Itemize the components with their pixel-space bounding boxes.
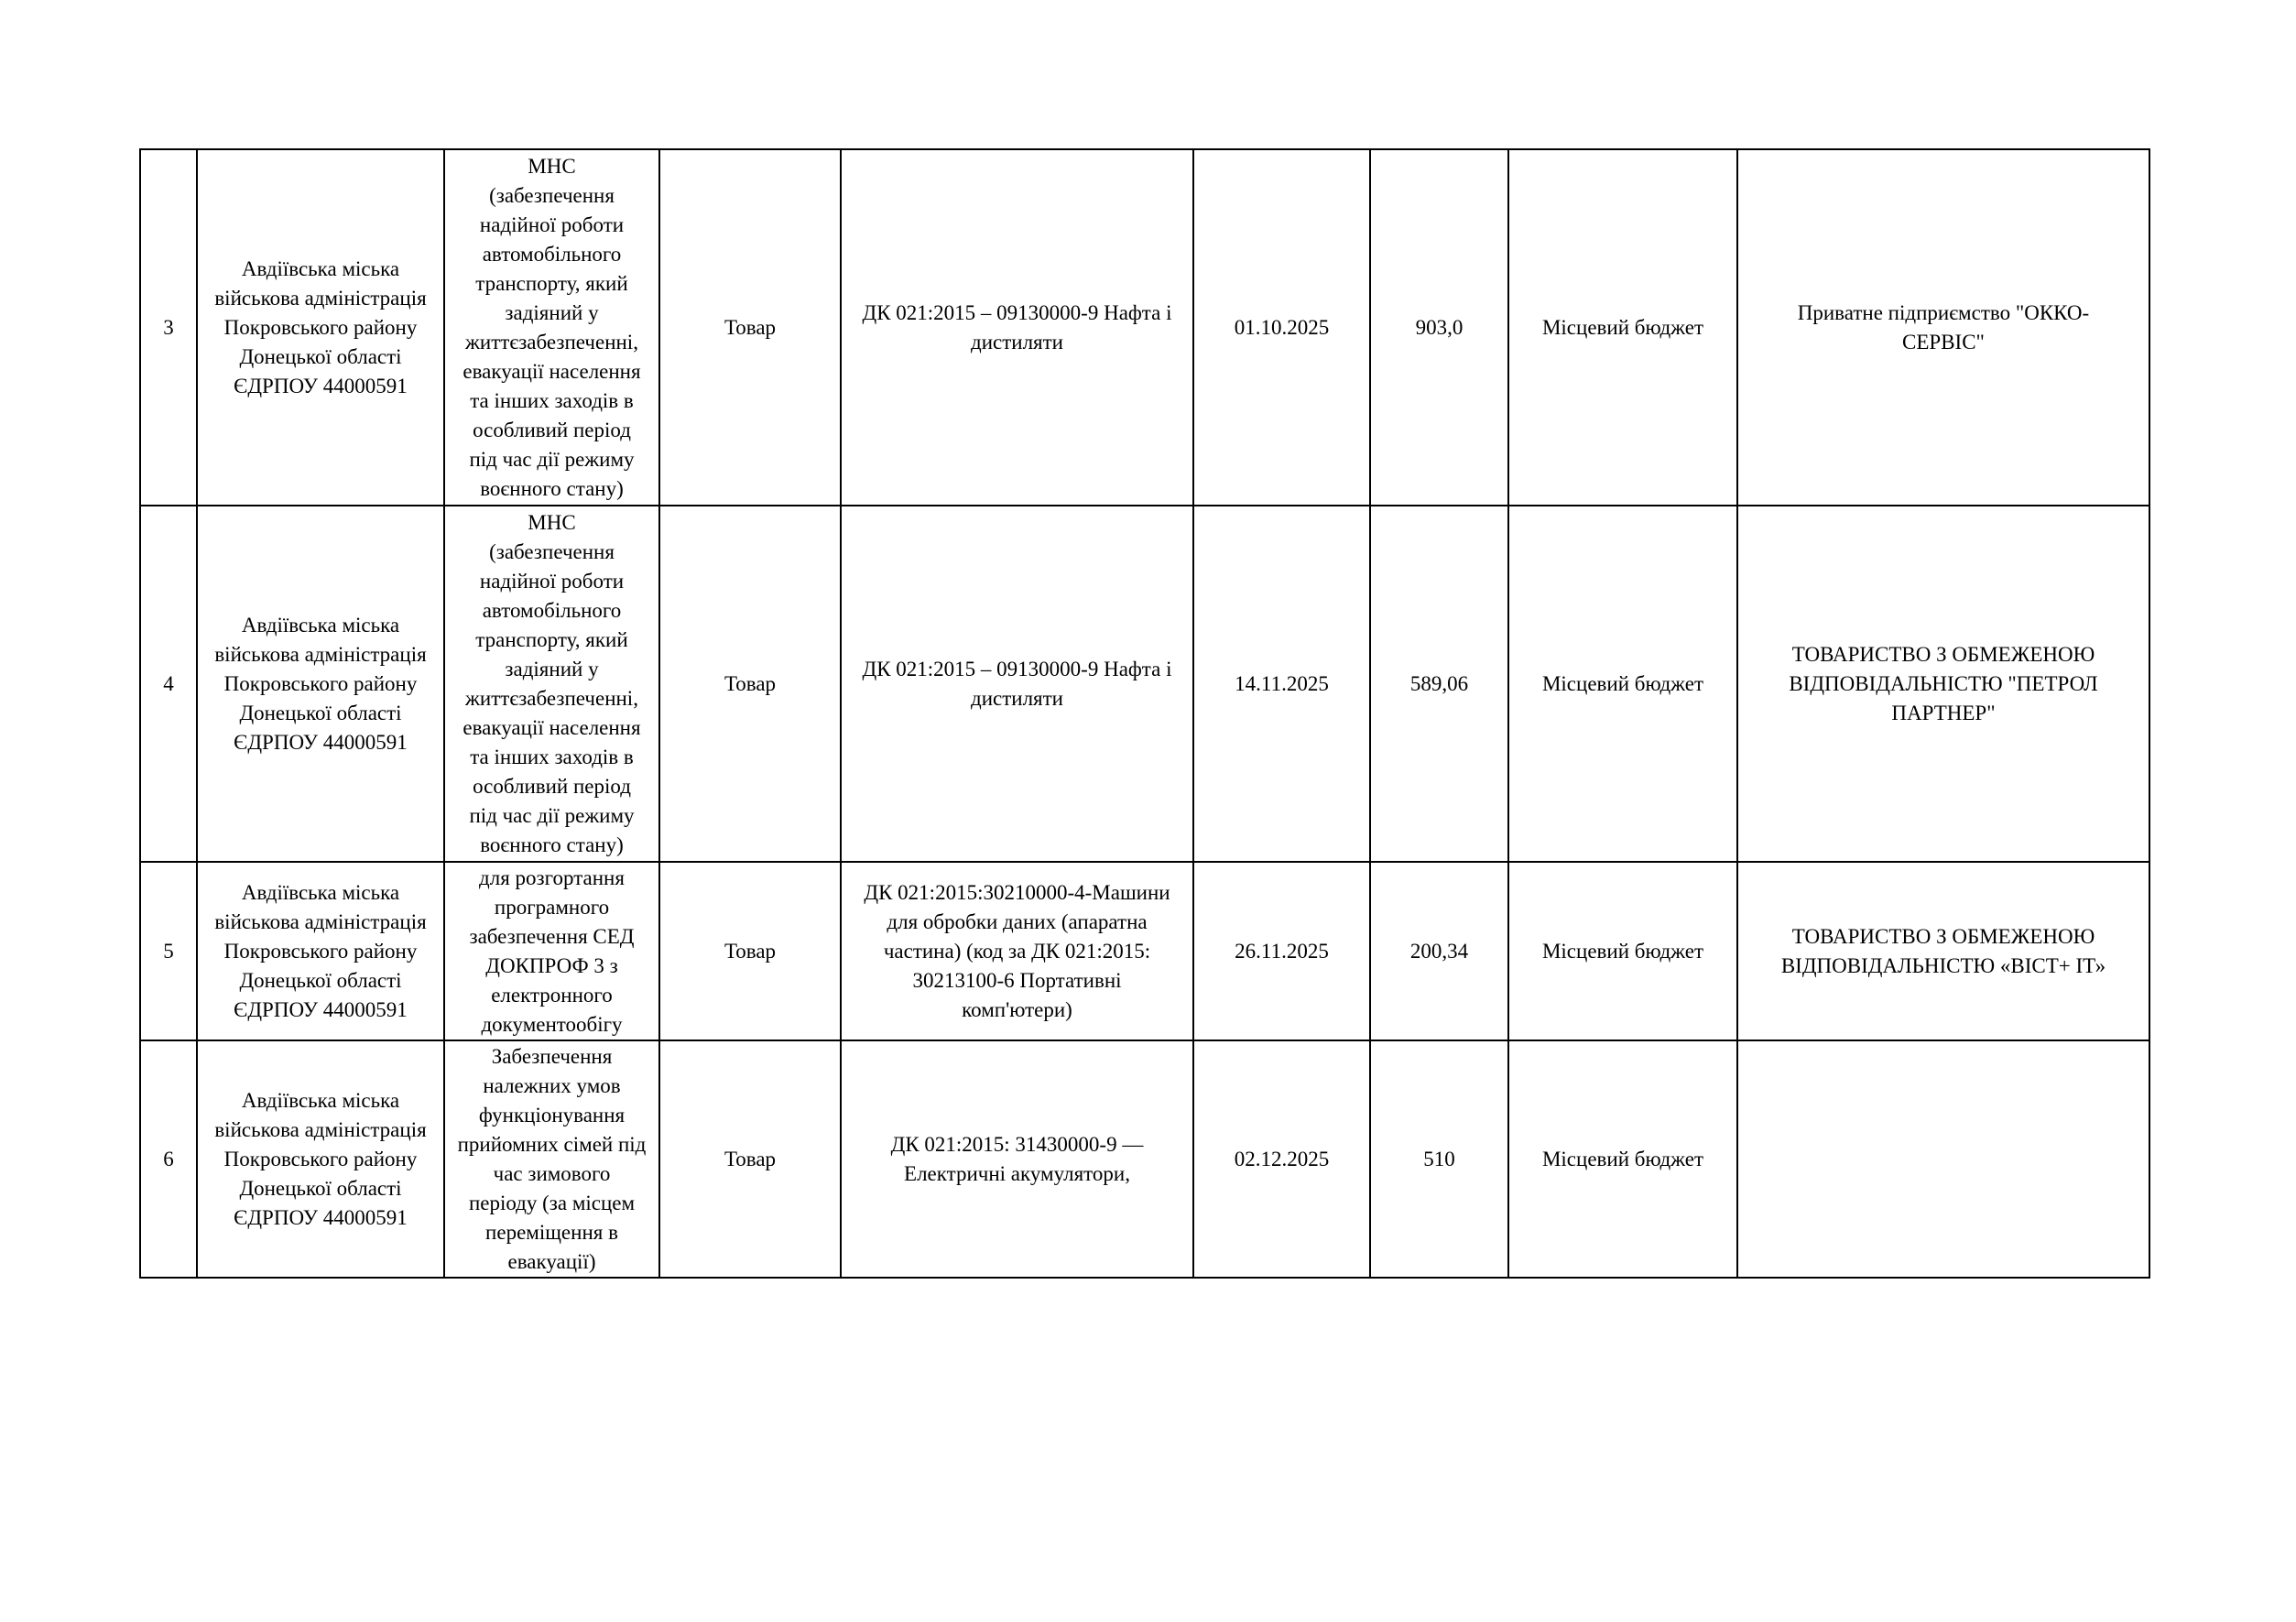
classifier-code-cell bbox=[841, 149, 1193, 506]
cell-line: Авдіївська міська bbox=[241, 613, 400, 637]
row-number: 6 bbox=[140, 1040, 197, 1278]
purpose-cell bbox=[444, 1040, 659, 1278]
classifier-code-cell bbox=[841, 862, 1193, 1040]
table-row bbox=[140, 149, 2149, 506]
cell-line: Приватне підприємство "ОККО- bbox=[1797, 300, 2090, 324]
cell-line: транспорту, який bbox=[475, 271, 628, 295]
funding-source-cell: Місцевий бюджет bbox=[1508, 506, 1737, 862]
amount-cell: 200,34 bbox=[1370, 862, 1508, 1040]
cell-line: комп'ютери) bbox=[962, 997, 1072, 1021]
cell-line: евакуації населення bbox=[462, 715, 641, 739]
cell-line: ДК 021:2015: 31430000-9 — bbox=[890, 1132, 1144, 1156]
cell-line: життєзабезпеченні, bbox=[465, 330, 638, 354]
funding-source-cell: Місцевий бюджет bbox=[1508, 149, 1737, 506]
customer-cell bbox=[197, 506, 444, 862]
cell-line: евакуації) bbox=[507, 1249, 596, 1273]
amount-cell: 510 bbox=[1370, 1040, 1508, 1278]
cell-line: ВІДПОВІДАЛЬНІСТЮ «ВІСТ+ ІТ» bbox=[1780, 953, 2106, 977]
cell-line: Донецької області bbox=[239, 701, 402, 724]
cell-line: військова адміністрація bbox=[214, 286, 427, 310]
cell-line: Покровського району bbox=[223, 939, 418, 963]
cell-line: Забезпечення bbox=[491, 1044, 613, 1068]
cell-line: Покровського району bbox=[223, 671, 418, 695]
cell-line: під час дії режиму bbox=[469, 803, 635, 827]
cell-line: періоду (за місцем bbox=[468, 1191, 636, 1214]
cell-line: військова адміністрація bbox=[214, 642, 427, 666]
item-type-cell: Товар bbox=[659, 149, 841, 506]
classifier-code-cell bbox=[841, 1040, 1193, 1278]
table-body bbox=[140, 149, 2149, 1278]
cell-line: задіяний у bbox=[505, 300, 599, 324]
cell-line: Електричні акумулятори, bbox=[904, 1161, 1130, 1185]
cell-line: ЄДРПОУ 44000591 bbox=[234, 730, 408, 754]
cell-line: ДОКПРОФ 3 з bbox=[485, 953, 618, 977]
cell-line: ДК 021:2015 – 09130000-9 Нафта і bbox=[862, 657, 1172, 680]
item-type-cell: Товар bbox=[659, 506, 841, 862]
customer-cell bbox=[197, 149, 444, 506]
item-type-cell: Товар bbox=[659, 862, 841, 1040]
cell-line: (забезпечення bbox=[489, 539, 615, 563]
cell-line: під час дії режиму bbox=[469, 447, 635, 471]
cell-line: військова адміністрація bbox=[214, 909, 427, 933]
cell-line: для обробки даних (апаратна bbox=[887, 909, 1148, 933]
cell-line: Покровського району bbox=[223, 315, 418, 339]
item-type-cell: Товар bbox=[659, 1040, 841, 1278]
cell-line: ЄДРПОУ 44000591 bbox=[234, 997, 408, 1021]
cell-line: особливий період bbox=[473, 774, 631, 798]
date-cell: 01.10.2025 bbox=[1193, 149, 1370, 506]
customer-cell bbox=[197, 862, 444, 1040]
cell-line: ВІДПОВІДАЛЬНІСТЮ "ПЕТРОЛ bbox=[1789, 671, 2098, 695]
amount-cell: 589,06 bbox=[1370, 506, 1508, 862]
table-row bbox=[140, 1040, 2149, 1278]
cell-line: МНС bbox=[528, 510, 576, 534]
cell-line: автомобільного bbox=[482, 598, 622, 622]
cell-line: ЄДРПОУ 44000591 bbox=[234, 1205, 408, 1229]
cell-line: Авдіївська міська bbox=[241, 880, 400, 904]
funding-source-cell: Місцевий бюджет bbox=[1508, 862, 1737, 1040]
cell-line: 30213100-6 Портативні bbox=[912, 968, 1122, 992]
row-number: 4 bbox=[140, 506, 197, 862]
cell-line: документообігу bbox=[481, 1012, 623, 1036]
cell-line: програмного bbox=[494, 895, 610, 919]
cell-line: Донецької області bbox=[239, 968, 402, 992]
cell-line: воєнного стану) bbox=[480, 833, 624, 856]
cell-line: час зимового bbox=[493, 1161, 611, 1185]
purpose-cell bbox=[444, 149, 659, 506]
cell-line: Авдіївська міська bbox=[241, 256, 400, 280]
cell-line: та інших заходів в bbox=[470, 745, 634, 768]
cell-line: Покровського району bbox=[223, 1147, 418, 1170]
cell-line: ДК 021:2015:30210000-4-Машини bbox=[864, 880, 1170, 904]
cell-line: СЕРВІС" bbox=[1902, 330, 1985, 354]
cell-line: життєзабезпеченні, bbox=[465, 686, 638, 710]
cell-line: евакуації населення bbox=[462, 359, 641, 383]
table-row bbox=[140, 862, 2149, 1040]
cell-line: особливий період bbox=[473, 418, 631, 441]
supplier-cell bbox=[1737, 149, 2149, 506]
date-cell: 02.12.2025 bbox=[1193, 1040, 1370, 1278]
cell-line: МНС bbox=[528, 154, 576, 178]
cell-line: забезпечення СЕД bbox=[469, 924, 635, 948]
funding-source-cell: Місцевий бюджет bbox=[1508, 1040, 1737, 1278]
cell-line: ДК 021:2015 – 09130000-9 Нафта і bbox=[862, 300, 1172, 324]
cell-line: переміщення в bbox=[485, 1220, 618, 1244]
table-row bbox=[140, 506, 2149, 862]
cell-line: автомобільного bbox=[482, 242, 622, 266]
supplier-cell bbox=[1737, 506, 2149, 862]
cell-line: належних умов bbox=[483, 1073, 621, 1097]
cell-line: (забезпечення bbox=[489, 183, 615, 207]
cell-line: прийомних сімей під bbox=[457, 1132, 647, 1156]
row-number: 3 bbox=[140, 149, 197, 506]
purpose-cell bbox=[444, 506, 659, 862]
cell-line: Донецької області bbox=[239, 344, 402, 368]
date-cell: 26.11.2025 bbox=[1193, 862, 1370, 1040]
customer-cell bbox=[197, 1040, 444, 1278]
cell-line: ТОВАРИСТВО З ОБМЕЖЕНОЮ bbox=[1791, 924, 2095, 948]
cell-line: для розгортання bbox=[479, 865, 625, 889]
cell-line: функціонування bbox=[478, 1103, 626, 1127]
procurement-table bbox=[139, 148, 2150, 1279]
cell-line: задіяний у bbox=[505, 657, 599, 680]
cell-line: дистиляти bbox=[971, 686, 1063, 710]
cell-line: воєнного стану) bbox=[480, 476, 624, 500]
cell-line: транспорту, який bbox=[475, 627, 628, 651]
cell-line: ТОВАРИСТВО З ОБМЕЖЕНОЮ bbox=[1791, 642, 2095, 666]
cell-line: надійної роботи bbox=[479, 569, 625, 593]
cell-line: військова адміністрація bbox=[214, 1117, 427, 1141]
row-number: 5 bbox=[140, 862, 197, 1040]
classifier-code-cell bbox=[841, 506, 1193, 862]
purpose-cell bbox=[444, 862, 659, 1040]
cell-line: та інших заходів в bbox=[470, 388, 634, 412]
date-cell: 14.11.2025 bbox=[1193, 506, 1370, 862]
cell-line: Донецької області bbox=[239, 1176, 402, 1200]
amount-cell: 903,0 bbox=[1370, 149, 1508, 506]
cell-line: ЄДРПОУ 44000591 bbox=[234, 374, 408, 397]
cell-line: надійної роботи bbox=[479, 212, 625, 236]
cell-line: дистиляти bbox=[971, 330, 1063, 354]
supplier-cell bbox=[1737, 1040, 2149, 1278]
cell-line: ПАРТНЕР" bbox=[1891, 701, 1996, 724]
cell-line: електронного bbox=[491, 983, 613, 1007]
cell-line: Авдіївська міська bbox=[241, 1088, 400, 1112]
cell-line: частина) (код за ДК 021:2015: bbox=[883, 939, 1151, 963]
supplier-cell bbox=[1737, 862, 2149, 1040]
